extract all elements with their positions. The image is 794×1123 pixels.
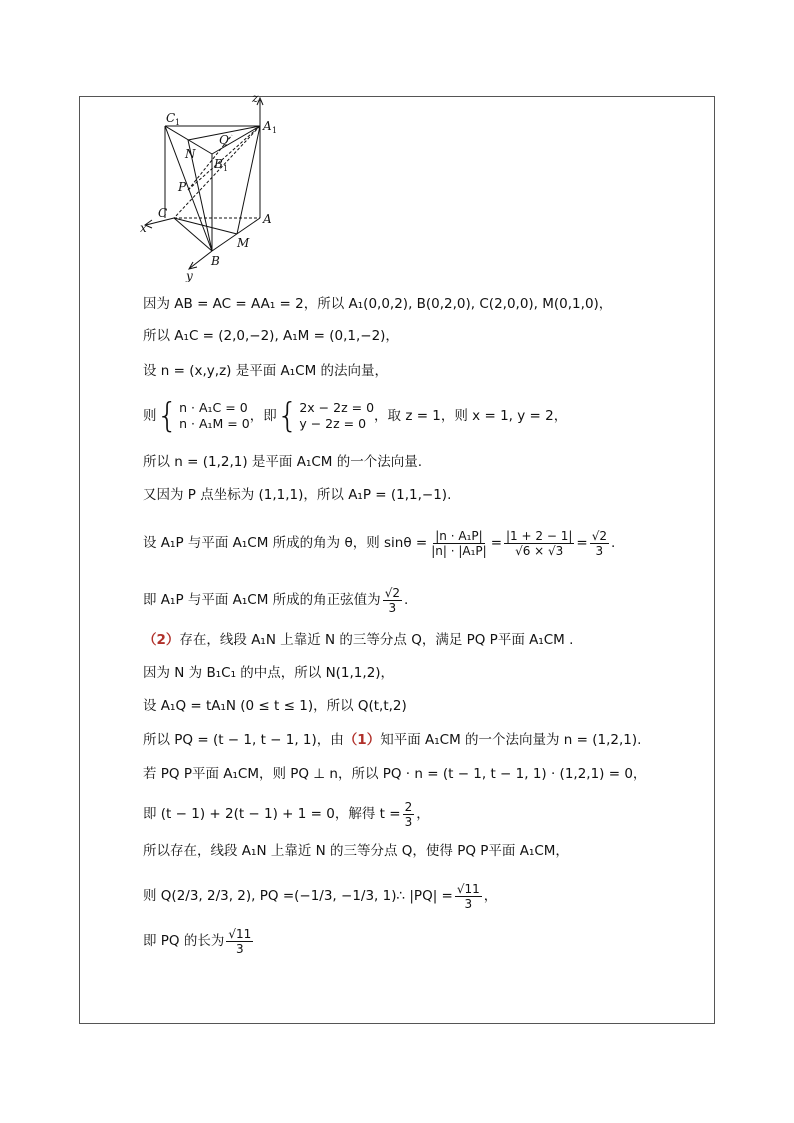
system-2: { 2x − 2z = 0 y − 2z = 0 [276, 396, 375, 436]
frac-sine-value: $\frac{√2}{3}$ [384, 585, 400, 615]
prism-figure [140, 92, 290, 282]
label-c: C [158, 206, 168, 220]
line-6: 又因为 P 点坐标为 (1,1,1)，所以 A₁P = (1,1,−1). [143, 487, 452, 503]
line-9: （2）存在，线段 A₁N 上靠近 N 的三等分点 Q，满足 PQ P平面 A₁CM . [143, 632, 574, 648]
line-5: 所以 n = (1,2,1) 是平面 A₁CM 的一个法向量. [143, 454, 423, 470]
label-b: B [211, 254, 220, 268]
frac-sin-1: $\frac{\text{|n · A₁P|}}{\text{|n| · |A₁P|}}$ [431, 528, 487, 558]
label-z: z [252, 92, 259, 105]
label-p: P [178, 180, 187, 194]
frac-pq-length: $\frac{√11}{3}$ [456, 881, 480, 911]
line-17: 即 PQ 的长为 $\frac{√11}{3}$ [143, 926, 252, 956]
label-c1: C [166, 111, 176, 125]
line-15: 所以存在，线段 A₁N 上靠近 N 的三等分点 Q，使得 PQ P平面 A₁CM， [143, 843, 569, 859]
line-4: 则 { n · A₁C = 0 n · A₁M = 0 ，即 { 2x − 2z = 0 y − 2z = 0 ，取 z = 1，则 x = 1, y = 2， [143, 396, 568, 436]
label-a1: A [263, 119, 272, 133]
frac-final: $\frac{√11}{3}$ [228, 926, 252, 956]
svg-text:1: 1 [272, 126, 278, 135]
label-b1: B [214, 157, 223, 171]
svg-text:1: 1 [223, 164, 229, 173]
label-a: A [263, 212, 272, 226]
label-y: y [186, 269, 193, 282]
line-11: 设 A₁Q = tA₁N (0 ≤ t ≤ 1)，所以 Q(t,t,2) [143, 698, 407, 714]
line-8: 即 A₁P 与平面 A₁CM 所成的角正弦值为 $\frac{√2}{3}$ . [143, 585, 409, 615]
frac-sin-3: $\frac{√2}{3}$ [591, 528, 607, 558]
label-q: Q [219, 133, 229, 147]
label-n: N [185, 147, 196, 161]
line-16: 则 Q (2/3, 2/3, 2) , PQ = (−1/3, −1/3, 1) ∴ |PQ| = $\frac{√11}{3}$ ， [143, 881, 498, 911]
line-7: 设 A₁P 与平面 A₁CM 所成的角为 θ，则 sinθ = $\frac{\text{|n · A₁P|}}{\text{|n| · |A₁P|}}$ = $\frac{|1 + 2 - 1|}{√6 \times √3}$ = $\frac{√2}{3}$ . [143, 528, 616, 558]
line-1: 因为 AB = AC = AA₁ = 2，所以 A₁(0,0,2), B(0,2,0), C(2,0,0), M(0,1,0)， [143, 296, 613, 312]
system-1: { n · A₁C = 0 n · A₁M = 0 [156, 396, 250, 436]
line-14: 即 (t − 1) + 2(t − 1) + 1 = 0，解得 t = $\frac{2}{3}$ ， [143, 799, 430, 829]
frac-t: $\frac{2}{3}$ [404, 799, 413, 829]
label-x: x [140, 221, 147, 235]
line-12: 所以 PQ = (t − 1, t − 1, 1)，由（1）知平面 A₁CM 的一个法向量为 n = (1,2,1). [143, 732, 642, 748]
label-m: M [237, 236, 250, 250]
frac-sin-2: $\frac{|1 + 2 - 1|}{√6 \times √3}$ [506, 528, 573, 558]
line-3: 设 n = (x,y,z) 是平面 A₁CM 的法向量， [143, 363, 389, 379]
line-13: 若 PQ P平面 A₁CM，则 PQ ⊥ n，所以 PQ · n = (t − 1, t − 1, 1) · (1,2,1) = 0， [143, 766, 647, 782]
line-2: 所以 A₁C = (2,0,−2), A₁M = (0,1,−2)， [143, 328, 399, 344]
line-10: 因为 N 为 B₁C₁ 的中点，所以 N(1,1,2)， [143, 665, 395, 681]
svg-text:1: 1 [175, 118, 181, 127]
